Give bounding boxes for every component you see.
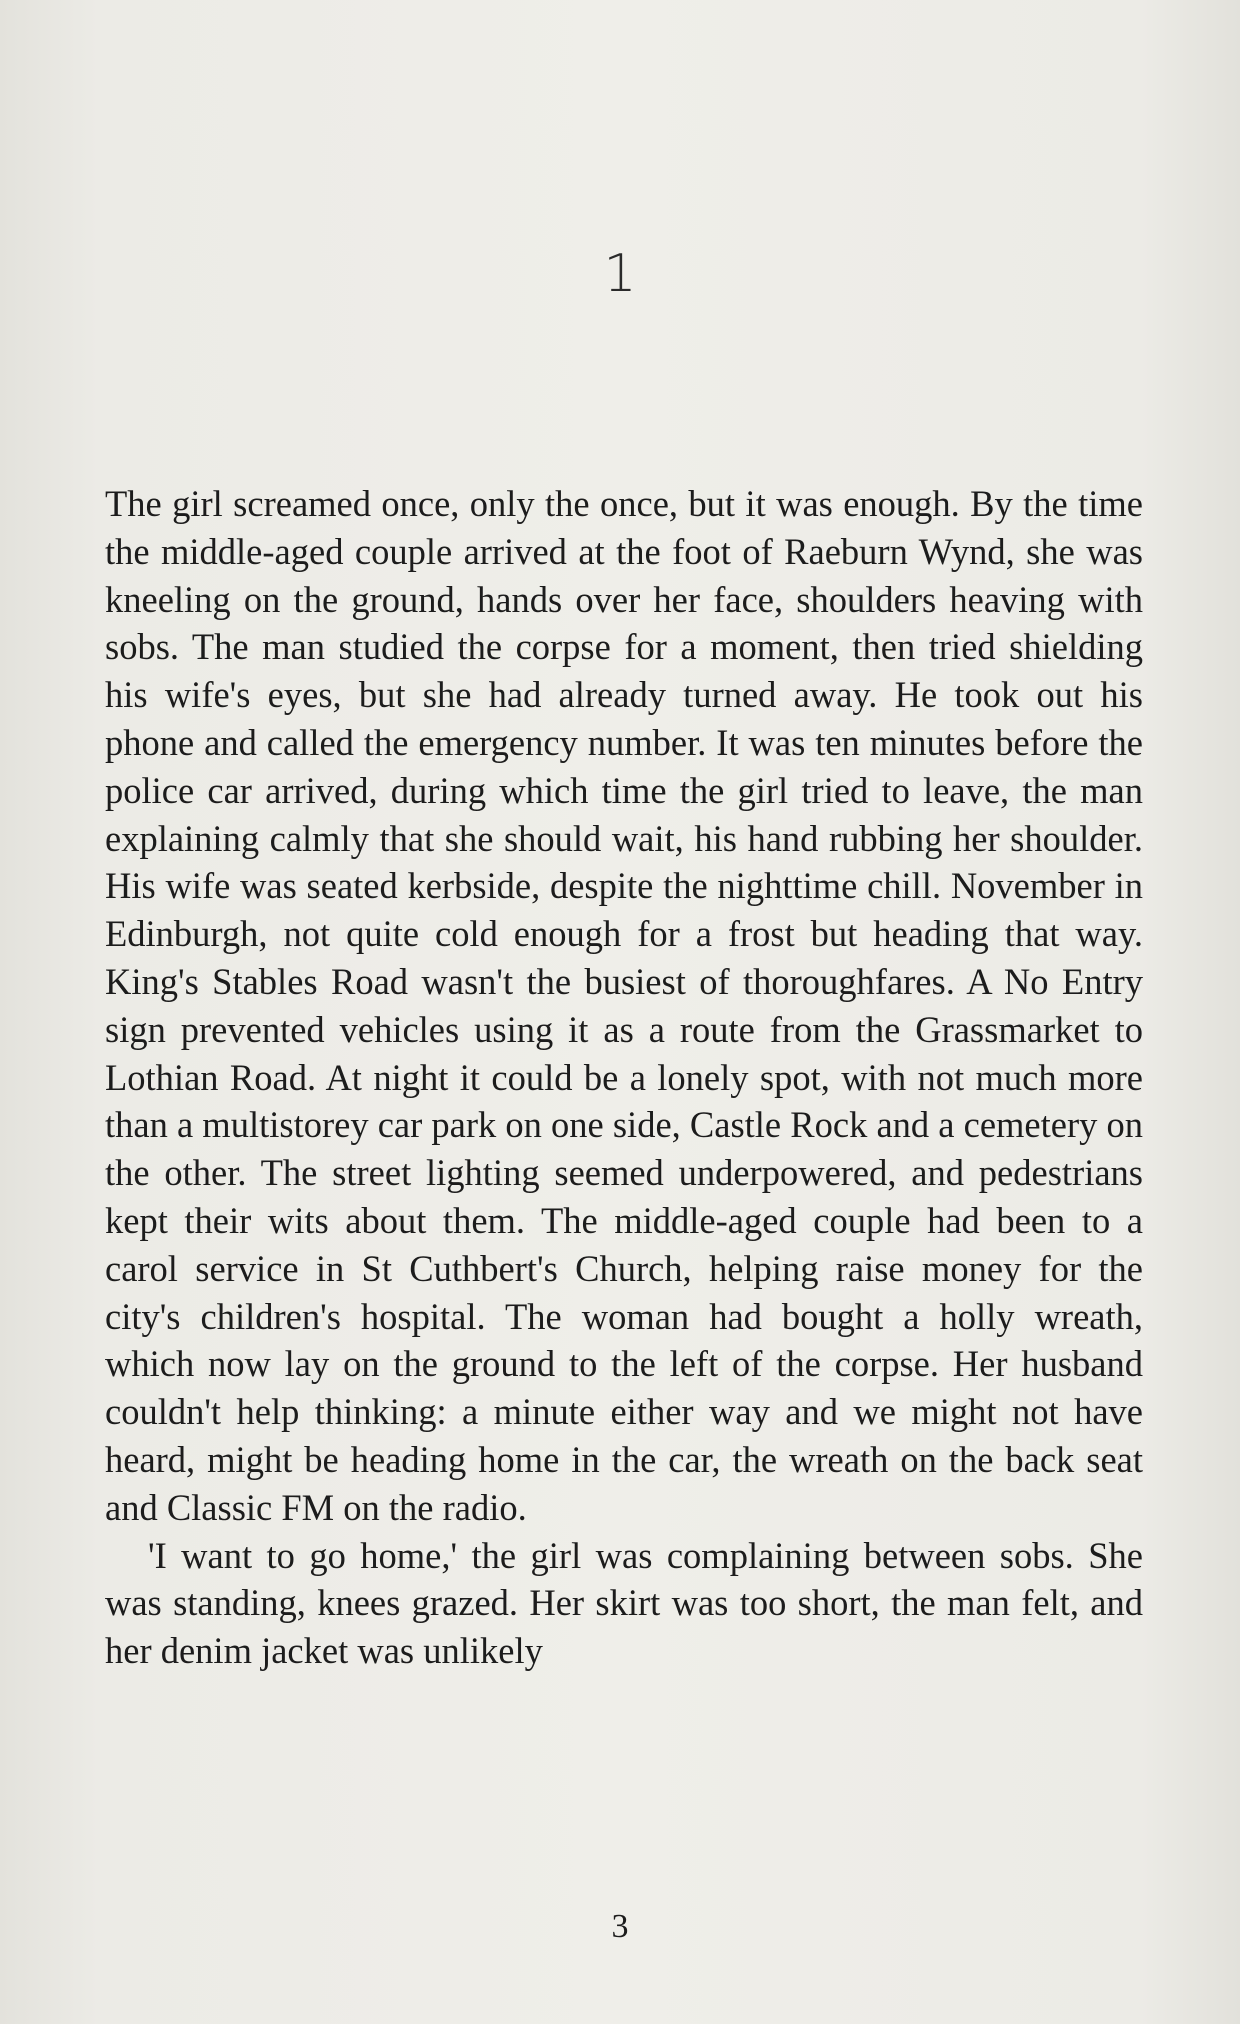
page-number: 3 [611,1908,629,1945]
chapter-number: 1 [603,244,637,304]
body-text [105,480,1143,1675]
paragraph: 'I want to go home,' the girl was complaining between sobs. She was standing, knees grazed. Her skirt was too short, the man felt, and her denim jacket was unlikely [105,1534,1143,1672]
paragraph: The girl screamed once, only the once, but it was enough. By the time the middle-aged couple arrived at the foot of Raeburn Wynd, she was kneeling on the ground, hands over her face, shoulders heaving with sobs. The man studied the corpse for a moment, then tried shielding his wife's eyes, but she had already turned away. He took out his phone and called the emergency number. It was ten minutes before the police car arrived, during which time the girl tried to leave, the man explaining calmly that she should wait, his hand rubbing her shoulder. His wife was seated kerbside, despite the nighttime chill. November in Edinburgh, not quite cold enough for a frost but heading that way. King's Stables Road wasn't the busiest of thoroughfares. A No Entry sign prevented vehicles using it as a route from the Grassmarket to Lothian Road. At night it could be a lonely spot, with not much more than a multistorey car park on one side, Castle Rock and a cemetery on the other. The street lighting seemed underpowered, and pedestrians kept their wits about them. The middle-aged couple had been to a carol service in St Cuthbert's Church, helping raise money for the city's children's hospital. The woman had bought a holly wreath, which now lay on the ground to the left of the corpse. Her husband couldn't help thinking: a minute either way and we might not have heard, might be heading home in the car, the wreath on the back seat and Classic FM on the radio. [105,483,1143,1528]
